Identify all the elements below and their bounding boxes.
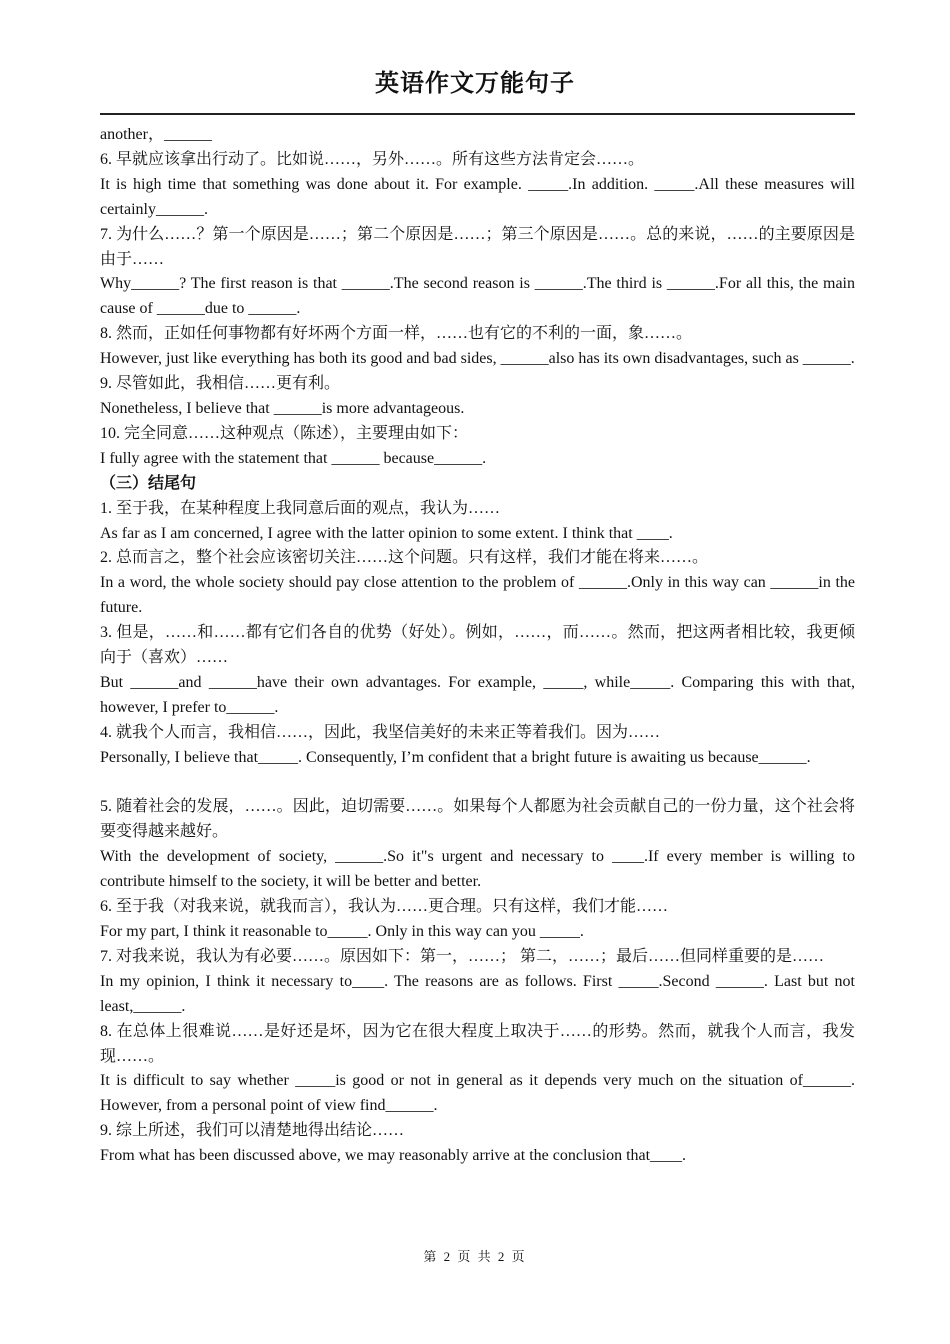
- chinese-sentence: 7. 为什么……？第一个原因是……；第二个原因是……；第三个原因是……。总的来说，……的主要原因是由于……: [100, 225, 855, 268]
- chinese-sentence: 9. 综上所述，我们可以清楚地得出结论……: [100, 1122, 405, 1140]
- title-rule: [100, 113, 855, 115]
- section-heading: （三）结尾句: [100, 474, 197, 492]
- english-sentence: Nonetheless, I believe that ______is more advantageous.: [100, 399, 465, 417]
- document-title: 英语作文万能句子: [375, 69, 575, 97]
- english-sentence: In my opinion, I think it necessary to____. The reasons are as follows. First _____.Second ______. Last but not least,______.: [100, 972, 855, 1015]
- blank-line: [100, 771, 855, 796]
- english-sentence: I fully agree with the statement that ______ because______.: [100, 449, 487, 467]
- page-footer: 第 2 页 共 2 页: [423, 1249, 527, 1264]
- english-sentence: Personally, I believe that_____. Consequently, I’m confident that a bright future is awaiting us because______.: [100, 748, 811, 766]
- english-sentence: In a word, the whole society should pay close attention to the problem of ______.Only in this way can ______in the future.: [100, 574, 855, 617]
- english-sentence: It is high time that something was done about it. For example. _____.In addition. _____.All these measures will certainly______.: [100, 175, 855, 218]
- chinese-sentence: 8. 在总体上很难说……是好还是坏，因为它在很大程度上取决于……的形势。然而，就我个人而言，我发现……。: [100, 1022, 855, 1065]
- chinese-sentence: 10. 完全同意……这种观点（陈述），主要理由如下：: [100, 424, 469, 442]
- english-sentence: It is difficult to say whether _____is good or not in general as it depends very much on the situation of______. However, from a personal point of view find______.: [100, 1072, 855, 1115]
- chinese-sentence: 2. 总而言之，整个社会应该密切关注……这个问题。只有这样，我们才能在将来……。: [100, 549, 709, 567]
- chinese-sentence: 6. 早就应该拿出行动了。比如说……，另外……。所有这些方法肯定会……。: [100, 150, 645, 168]
- english-sentence: Why______? The first reason is that ______.The second reason is ______.The third is ______.For all this, the main cause of ______due to ______.: [100, 275, 855, 318]
- chinese-sentence: 5. 随着社会的发展，……。因此，迫切需要……。如果每个人都愿为社会贡献自己的一份力量，这个社会将要变得越来越好。: [100, 798, 855, 841]
- chinese-sentence: 7. 对我来说，我认为有必要……。原因如下：第一，……； 第二，……；最后……但同样重要的是……: [100, 947, 825, 965]
- chinese-sentence: 6. 至于我（对我来说，就我而言），我认为……更合理。只有这样，我们才能……: [100, 898, 669, 916]
- english-sentence: With the development of society, ______.So it"s urgent and necessary to ____.If every member is willing to contribute himself to the society, it will be better and better.: [100, 848, 855, 891]
- english-sentence: As far as I am concerned, I agree with the latter opinion to some extent. I think that ____.: [100, 524, 673, 542]
- english-sentence: But ______and ______have their own advantages. For example, _____, while_____. Comparing this with that, however, I prefer to______.: [100, 673, 855, 716]
- chinese-sentence: 1. 至于我，在某种程度上我同意后面的观点，我认为……: [100, 499, 501, 517]
- chinese-sentence: 8. 然而，正如任何事物都有好坏两个方面一样，……也有它的不利的一面，象……。: [100, 325, 693, 343]
- chinese-sentence: 9. 尽管如此，我相信……更有利。: [100, 375, 341, 393]
- english-sentence: However, just like everything has both its good and bad sides, ______also has its own disadvantages, such as ______.: [100, 350, 855, 368]
- chinese-sentence: 3. 但是，……和……都有它们各自的优势（好处）。例如，……，而……。然而，把这两者相比较，我更倾向于（喜欢）……: [100, 624, 855, 667]
- english-sentence: For my part, I think it reasonable to_____. Only in this way can you _____.: [100, 922, 584, 940]
- english-sentence: another，______: [100, 126, 212, 143]
- english-sentence: From what has been discussed above, we may reasonably arrive at the conclusion that____.: [100, 1147, 687, 1165]
- chinese-sentence: 4. 就我个人而言，我相信……，因此，我坚信美好的未来正等着我们。因为……: [100, 723, 661, 741]
- document-body: [100, 123, 855, 1169]
